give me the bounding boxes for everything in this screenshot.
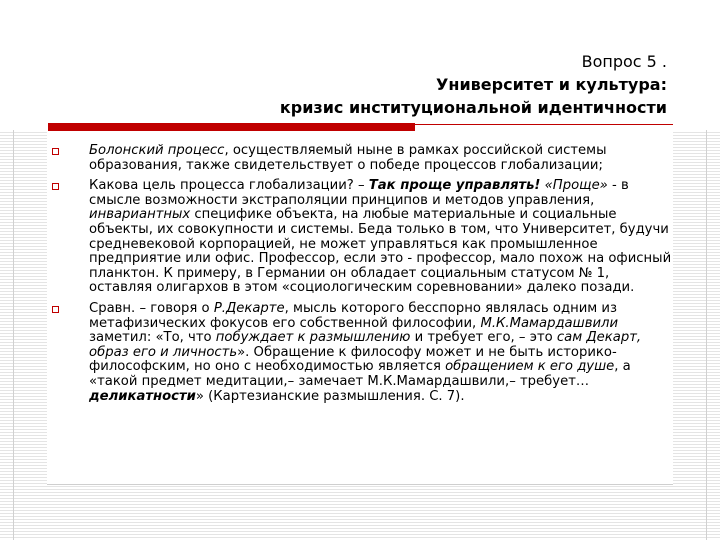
- square-bullet-icon: [52, 183, 59, 190]
- title-question-number: Вопрос 5 .: [581, 52, 667, 71]
- bullet-text-segment: деликатности: [89, 388, 196, 404]
- bullet-text-segment: , осуществляемый ныне в рамках российской системы образования, также свидетельствует о победе процессов глобализации;: [89, 143, 607, 173]
- bullet-text-segment: и требует его, – это: [410, 330, 557, 346]
- bullet-text-segment: «Проще»: [544, 178, 608, 194]
- bullet-item: [52, 179, 672, 296]
- title-accent-line: [415, 124, 673, 125]
- square-bullet-icon: [52, 306, 59, 313]
- bottom-divider: [47, 484, 673, 485]
- bullet-text-segment: Р.Декарте: [213, 300, 285, 316]
- bullet-text-segment: Так проще управлять!: [368, 178, 541, 194]
- bullet-text-segment: инвариантных: [89, 207, 191, 223]
- bullet-text-segment: ». Обращение к философу может и не быть историко-философским, но оно с необходимостью является: [89, 344, 617, 375]
- left-border-line: [13, 130, 14, 540]
- title-topic: Университет и культура:: [436, 75, 667, 94]
- bullet-text-segment: М.К.Мамардашвили: [480, 315, 619, 331]
- bullet-item: [52, 144, 672, 173]
- bullet-text-segment: обращением к его душе: [445, 359, 615, 375]
- slide-title: [280, 50, 667, 119]
- title-subtopic: кризис институциональной идентичности: [279, 98, 667, 117]
- bullet-text-segment: Болонский процесс: [89, 143, 225, 158]
- bullet-text-segment: побуждает к размышлению: [215, 330, 411, 346]
- bullet-text-segment: - в смысле возможности экстраполяции принципов и методов управления,: [89, 178, 629, 208]
- bullet-text-segment: Сравн. – говоря о: [89, 300, 214, 316]
- bullet-text-segment: заметил: «То, что: [89, 330, 216, 346]
- right-border-line: [706, 130, 707, 540]
- square-bullet-icon: [52, 148, 59, 155]
- bullet-text-segment: сам Декарт, образ его и личность: [89, 330, 642, 360]
- bullet-text-segment: , а «такой предмет медитации,– замечает М.К.Мамардашвили,– требует…: [89, 359, 631, 389]
- bullet-text-segment: » (Картезианские размышления. С. 7).: [195, 388, 465, 404]
- bullet-text-segment: Какова цель процесса глобализации? –: [89, 178, 369, 194]
- bullet-item: [52, 302, 672, 404]
- bullet-text-segment: , мысль которого бесспорно являлась одним из метафизических фокусов его собственной философии,: [89, 300, 617, 331]
- bullet-list: [52, 144, 672, 410]
- bullet-text-segment: специфике объекта, на любые материальные и социальные объекты, их совокупности и системы. Беда только в том, что Университет, будучи средневековой корпорацией, не может управляться как промышленное предприятие или офис. Профессор, если это - профессор, мало похож на офисный планктон. К примеру, в Германии он обладает социальным статусом № 1, оставляя олигархов в этом «социологическим соревновании» далеко позади.: [89, 207, 672, 296]
- title-accent-bar: [48, 123, 415, 131]
